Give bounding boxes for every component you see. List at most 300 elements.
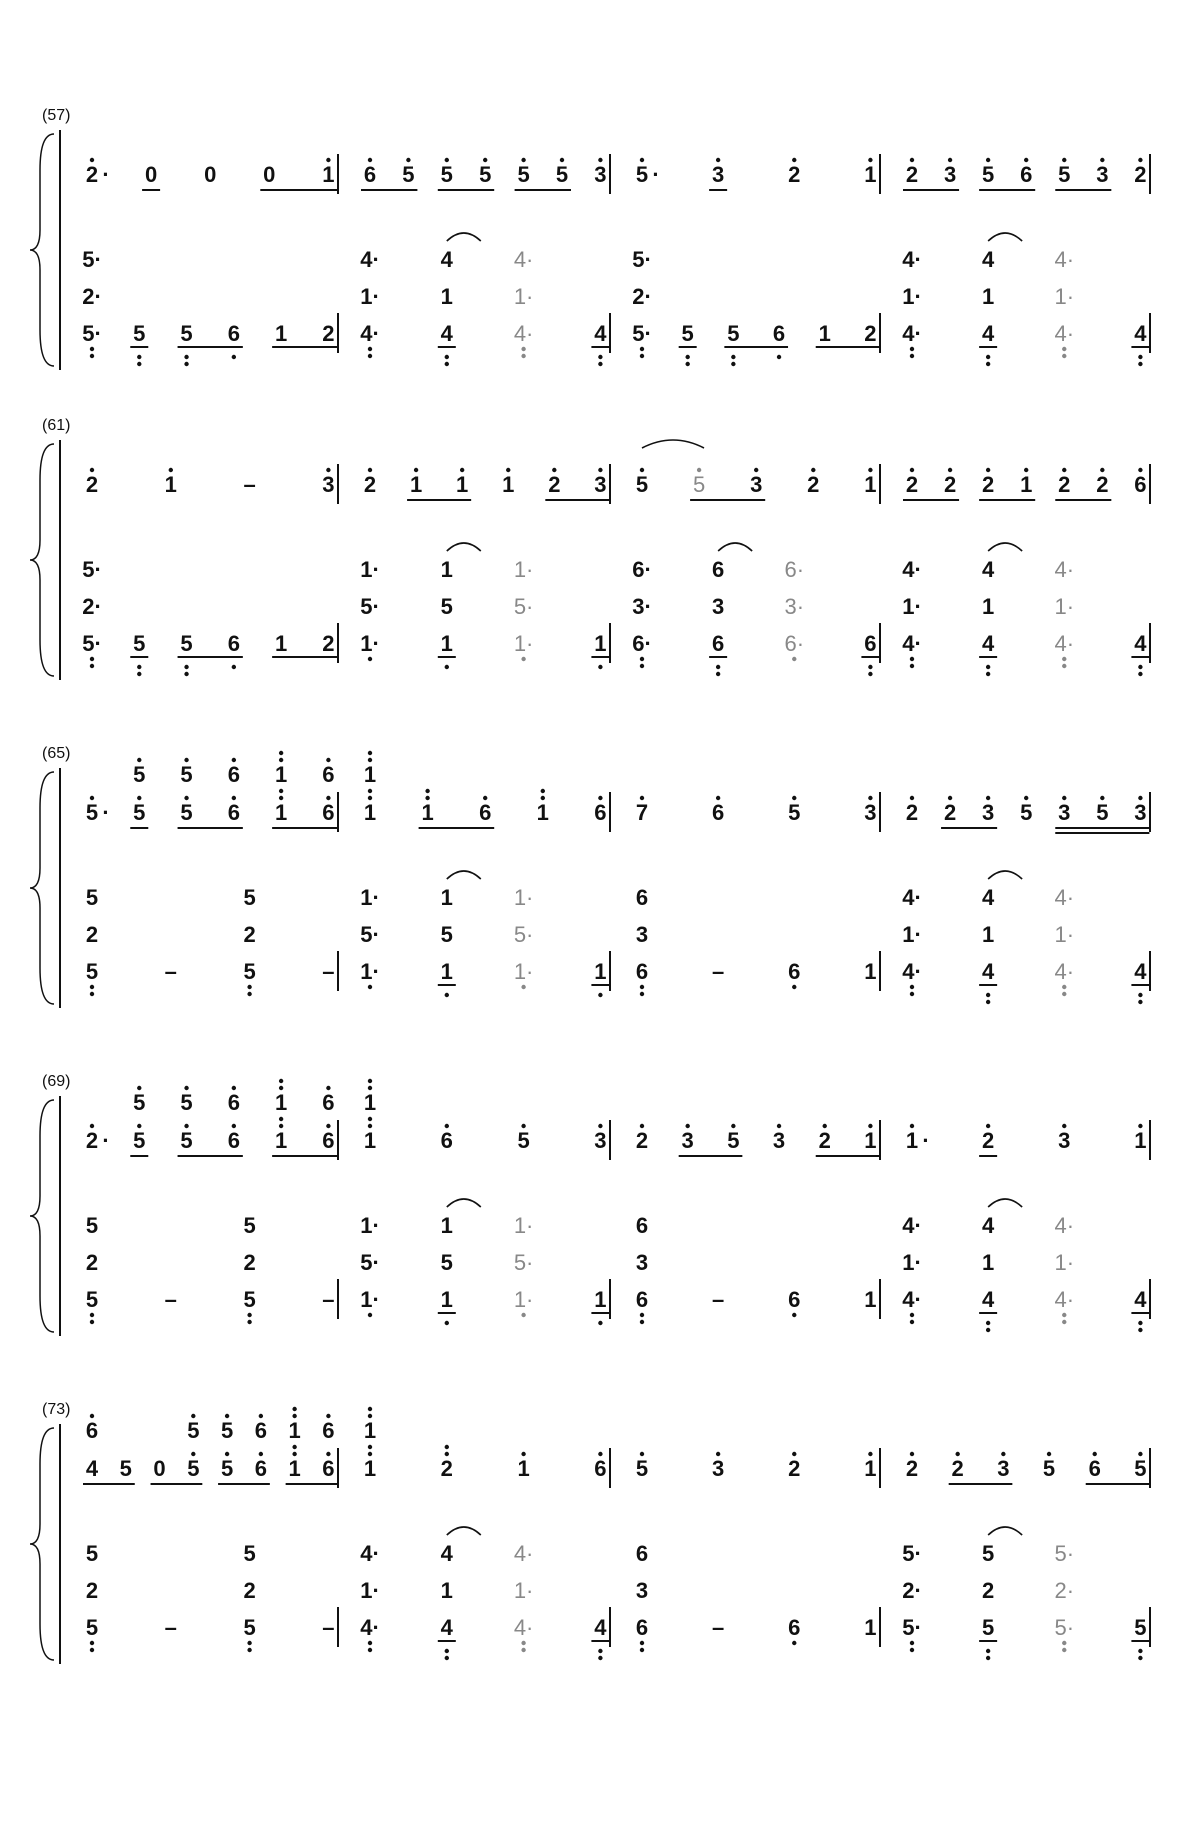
bass-note: 1 (594, 959, 607, 984)
bass-note: 5 (133, 321, 146, 346)
treble-note: 0 (263, 162, 276, 187)
treble-note: 5 (788, 800, 801, 825)
octave-dot (640, 1124, 644, 1128)
bass-note: 4 (440, 1541, 453, 1566)
treble-note: 1 (363, 800, 377, 825)
bass-note: – (322, 1615, 335, 1640)
bass-note: 5 (85, 1213, 99, 1238)
octave-dot (521, 158, 525, 162)
treble-note: 6 (363, 162, 377, 187)
bass-note: 1· (513, 1578, 534, 1603)
octave-dot (731, 355, 735, 359)
octave-dot (598, 665, 602, 669)
octave-dot (955, 1452, 959, 1456)
octave-dot (685, 355, 689, 359)
bass-note: 5· (513, 594, 534, 619)
octave-dot (90, 657, 94, 661)
upper-voice-note: 6 (322, 1418, 335, 1443)
bass-note: 1· (1054, 594, 1075, 619)
bass-note: 2 (322, 321, 335, 346)
octave-dot (1062, 158, 1066, 162)
treble-note: 2 (788, 162, 801, 187)
upper-voice-note: 6 (322, 762, 335, 787)
bass-note: 4 (1134, 631, 1147, 656)
octave-dot (986, 355, 990, 359)
treble-note: 2 (982, 472, 995, 497)
treble-note: 3 (864, 800, 877, 825)
treble-note: 2 (85, 162, 99, 187)
octave-dot (716, 158, 720, 162)
octave-dot (232, 1086, 236, 1090)
treble-note: 2 (905, 162, 919, 187)
bass-note: 5 (1134, 1615, 1147, 1640)
octave-dot (232, 665, 236, 669)
octave-dot (368, 1414, 372, 1418)
octave-dot (414, 468, 418, 472)
treble-note: 1 (456, 472, 469, 497)
octave-dot (640, 468, 644, 472)
bass-note: 5· (902, 1615, 922, 1640)
bass-note: 2 (243, 1578, 256, 1603)
treble-note: 6 (322, 1128, 335, 1153)
bass-note: 4· (1054, 247, 1075, 272)
treble-note: 2 (943, 472, 957, 497)
treble-note: 2 (1134, 162, 1147, 187)
octave-dot (598, 1321, 602, 1325)
bass-note: 6· (632, 631, 652, 656)
octave-dot (247, 1648, 251, 1652)
bass-note: 4 (594, 321, 607, 346)
octave-dot (910, 347, 914, 351)
octave-dot (986, 993, 990, 997)
bass-note: 1 (864, 959, 877, 984)
bass-note: 6 (227, 631, 240, 656)
treble-note: 5 (555, 162, 569, 187)
octave-dot (868, 672, 872, 676)
octave-dot (90, 1641, 94, 1645)
octave-dot (368, 1445, 372, 1449)
octave-dot (137, 355, 141, 359)
octave-dot (279, 1086, 283, 1090)
octave-dot (868, 1452, 872, 1456)
bass-note: 4 (982, 321, 995, 346)
octave-dot (910, 1320, 914, 1324)
bass-note: 1· (513, 284, 534, 309)
octave-dot (910, 992, 914, 996)
bass-note: 1· (360, 885, 380, 910)
octave-dot (292, 1407, 296, 1411)
treble-note: 3 (594, 162, 607, 187)
bass-note: 5 (681, 321, 694, 346)
octave-dot (191, 1452, 195, 1456)
treble-note: 1 (164, 472, 177, 497)
octave-dot (948, 158, 952, 162)
bass-note: 4· (360, 1615, 380, 1640)
bass-note: 4 (440, 321, 453, 346)
octave-dot (445, 158, 449, 162)
treble-note: 5 (517, 1128, 530, 1153)
octave-dot (1100, 468, 1104, 472)
treble-note: 6 (440, 1128, 453, 1153)
bass-note: 2 (243, 1250, 256, 1275)
octave-dot (1138, 355, 1142, 359)
octave-dot (986, 665, 990, 669)
octave-dot (279, 1117, 283, 1121)
octave-dot (986, 1124, 990, 1128)
brace (30, 1428, 54, 1660)
bass-note: 5 (85, 885, 99, 910)
octave-dot (792, 985, 796, 989)
octave-dot (184, 665, 188, 669)
octave-dot (640, 1648, 644, 1652)
measure-number: (61) (42, 417, 71, 434)
bass-note: – (712, 1287, 725, 1312)
octave-dot (90, 347, 94, 351)
octave-dot (445, 1321, 449, 1325)
octave-dot (910, 1313, 914, 1317)
octave-dot (811, 468, 815, 472)
bass-note: 6 (788, 1615, 801, 1640)
bass-note: 5· (902, 1541, 922, 1566)
octave-dot (279, 751, 283, 755)
bass-note: 5· (1054, 1541, 1075, 1566)
bass-note: 5· (632, 247, 652, 272)
upper-voice-note: 6 (85, 1418, 99, 1443)
bass-note: 1 (440, 557, 453, 582)
octave-dot (326, 1452, 330, 1456)
octave-dot (541, 789, 545, 793)
octave-dot (823, 1124, 827, 1128)
treble-note: 4 (85, 1456, 99, 1481)
octave-dot (868, 665, 872, 669)
octave-dot (986, 796, 990, 800)
bass-note: 1· (902, 594, 922, 619)
bass-note: 4 (1134, 959, 1147, 984)
treble-note: 5 (1096, 800, 1109, 825)
octave-dot (232, 355, 236, 359)
bass-note: 1· (1054, 284, 1075, 309)
treble-note: 5 (635, 162, 649, 187)
octave-dot (279, 789, 283, 793)
bass-note: 1· (360, 631, 380, 656)
bass-note: 5 (133, 631, 146, 656)
octave-dot (326, 468, 330, 472)
treble-note: 1 (905, 1128, 919, 1153)
octave-dot (326, 158, 330, 162)
octave-dot (368, 1407, 372, 1411)
bass-note: 1· (360, 557, 380, 582)
octave-dot (90, 1124, 94, 1128)
octave-dot (1093, 1452, 1097, 1456)
treble-note: 2 (982, 1128, 995, 1153)
upper-voice-note: 1 (274, 762, 288, 787)
upper-voice-note: 5 (220, 1418, 234, 1443)
tie-arc (447, 871, 481, 879)
tie-arc (642, 440, 704, 448)
octave-dot (368, 789, 372, 793)
upper-voice-note: 1 (288, 1418, 301, 1443)
octave-dot (640, 158, 644, 162)
treble-note: 2 (548, 472, 561, 497)
treble-note: – (243, 472, 256, 497)
bass-note: 4· (1054, 557, 1075, 582)
octave-dot (560, 158, 564, 162)
treble-note: 6 (712, 800, 725, 825)
treble-note: 3 (997, 1456, 1010, 1481)
octave-dot (90, 796, 94, 800)
octave-dot (948, 468, 952, 472)
octave-dot (445, 1124, 449, 1128)
bass-note: – (322, 1287, 335, 1312)
octave-dot (368, 1086, 372, 1090)
bass-note: 4· (360, 321, 380, 346)
bass-note: 6 (712, 557, 725, 582)
bass-note: 5 (243, 959, 256, 984)
octave-dot (910, 985, 914, 989)
tie-arc (718, 543, 752, 551)
bass-note: 6 (712, 631, 725, 656)
octave-dot (137, 758, 141, 762)
bass-note: 1· (1054, 1250, 1075, 1275)
treble-note: 1 (864, 1456, 877, 1481)
treble-note: 5 (727, 1128, 740, 1153)
tie-arc (988, 1199, 1022, 1207)
bass-note: – (164, 959, 177, 984)
treble-note: 2 (440, 1456, 453, 1481)
octave-dot (521, 1313, 525, 1317)
bass-note: 6 (788, 959, 801, 984)
treble-note: 6 (227, 800, 240, 825)
treble-note: 6 (1020, 162, 1033, 187)
octave-dot (184, 796, 188, 800)
augmentation-dot: · (102, 1128, 110, 1153)
octave-dot (326, 1086, 330, 1090)
octave-dot (521, 1452, 525, 1456)
bass-note: 1· (513, 885, 534, 910)
octave-dot (521, 657, 525, 661)
treble-note: 3 (1058, 800, 1071, 825)
octave-dot (445, 1656, 449, 1660)
bass-note: 1· (1054, 922, 1075, 947)
treble-note: 6 (227, 1128, 240, 1153)
octave-dot (521, 354, 525, 358)
octave-dot (445, 1445, 449, 1449)
bass-note: 1· (360, 959, 380, 984)
bass-note: 5 (440, 594, 453, 619)
octave-dot (868, 1124, 872, 1128)
octave-dot (184, 355, 188, 359)
treble-note: 3 (594, 1128, 607, 1153)
tie-arc (988, 871, 1022, 879)
bass-note: 1 (440, 1287, 453, 1312)
octave-dot (225, 1452, 229, 1456)
measure-number: (65) (42, 745, 71, 762)
octave-dot (292, 1445, 296, 1449)
upper-voice-note: 5 (133, 1090, 146, 1115)
octave-dot (640, 657, 644, 661)
octave-dot (247, 1313, 251, 1317)
treble-note: 3 (750, 472, 763, 497)
treble-note: 3 (1058, 1128, 1071, 1153)
tie-arc (447, 543, 481, 551)
treble-note: 5 (1134, 1456, 1147, 1481)
octave-dot (368, 468, 372, 472)
bass-note: 4· (902, 1213, 922, 1238)
bass-note: 1 (982, 1250, 995, 1275)
treble-note: 5 (180, 800, 193, 825)
octave-dot (425, 789, 429, 793)
octave-dot (279, 758, 283, 762)
octave-dot (368, 1313, 372, 1317)
treble-note: 3 (982, 800, 995, 825)
bass-note: 4· (902, 631, 922, 656)
bass-note: 5 (982, 1541, 995, 1566)
octave-dot (247, 1641, 251, 1645)
bass-note: 2 (982, 1578, 995, 1603)
bass-note: 2 (85, 1578, 99, 1603)
bass-note: 5· (1054, 1615, 1075, 1640)
upper-voice-note: 5 (180, 1090, 193, 1115)
octave-dot (425, 796, 429, 800)
octave-dot (640, 1320, 644, 1324)
octave-dot (598, 1649, 602, 1653)
treble-note: 3 (943, 162, 957, 187)
bass-note: 4 (594, 1615, 607, 1640)
octave-dot (247, 992, 251, 996)
octave-dot (1062, 1320, 1066, 1324)
bass-note: 4 (440, 247, 453, 272)
octave-dot (137, 1086, 141, 1090)
upper-voice-note: 6 (227, 762, 240, 787)
bass-note: 1· (902, 922, 922, 947)
octave-dot (716, 672, 720, 676)
octave-dot (1024, 158, 1028, 162)
octave-dot (184, 1086, 188, 1090)
treble-note: 5 (187, 1456, 200, 1481)
treble-note: 2 (905, 1456, 919, 1481)
tie-arc (447, 1199, 481, 1207)
octave-dot (1100, 158, 1104, 162)
bass-note: 2 (864, 321, 877, 346)
octave-dot (445, 665, 449, 669)
bass-note: 4 (982, 959, 995, 984)
octave-dot (792, 1452, 796, 1456)
bass-note: 1 (818, 321, 831, 346)
brace (30, 444, 54, 676)
treble-note: 5 (1020, 800, 1033, 825)
octave-dot (697, 468, 701, 472)
octave-dot (986, 1000, 990, 1004)
treble-note: 1 (363, 1128, 377, 1153)
treble-note: 5 (180, 1128, 193, 1153)
octave-dot (1138, 1452, 1142, 1456)
upper-voice-note: 1 (363, 762, 377, 787)
treble-note: 2 (951, 1456, 964, 1481)
octave-dot (792, 657, 796, 661)
octave-dot (948, 796, 952, 800)
octave-dot (184, 758, 188, 762)
bass-note: 3· (784, 594, 805, 619)
octave-dot (552, 468, 556, 472)
octave-dot (868, 158, 872, 162)
bass-note: 3 (635, 1250, 649, 1275)
octave-dot (1138, 1000, 1142, 1004)
octave-dot (483, 158, 487, 162)
bass-note: 5· (360, 1250, 380, 1275)
octave-dot (598, 1452, 602, 1456)
bass-note: 1 (274, 321, 288, 346)
octave-dot (598, 1124, 602, 1128)
octave-dot (368, 1452, 372, 1456)
octave-dot (521, 1648, 525, 1652)
bass-note: 1· (360, 1287, 380, 1312)
octave-dot (1138, 665, 1142, 669)
treble-note: 5 (479, 162, 492, 187)
octave-dot (232, 758, 236, 762)
bass-note: 1 (864, 1615, 877, 1640)
treble-note: 0 (204, 162, 217, 187)
bass-note: 1 (440, 284, 453, 309)
augmentation-dot: · (102, 800, 110, 825)
octave-dot (90, 1648, 94, 1652)
bass-note: 5 (982, 1615, 995, 1640)
octave-dot (90, 1313, 94, 1317)
octave-dot (292, 1452, 296, 1456)
bass-note: – (712, 1615, 725, 1640)
octave-dot (368, 1117, 372, 1121)
augmentation-dot: · (922, 1128, 930, 1153)
bass-note: 5 (243, 885, 256, 910)
treble-note: 2 (85, 1128, 99, 1153)
bass-note: 1· (513, 1287, 534, 1312)
bass-note: 4 (982, 885, 995, 910)
bass-note: 4 (982, 1213, 995, 1238)
bass-note: 5 (85, 1541, 99, 1566)
bass-note: 1· (360, 1578, 380, 1603)
bass-note: 1· (360, 284, 380, 309)
octave-dot (1062, 354, 1066, 358)
bass-note: 2· (82, 284, 102, 309)
upper-voice-note: 1 (363, 1418, 377, 1443)
treble-note: 2 (943, 800, 957, 825)
treble-note: 5 (982, 162, 995, 187)
bass-note: 4· (513, 1541, 534, 1566)
bass-note: 5· (513, 922, 534, 947)
octave-dot (640, 1641, 644, 1645)
octave-dot (1062, 468, 1066, 472)
bass-note: 4· (513, 247, 534, 272)
treble-note: 5 (119, 1456, 132, 1481)
bass-note: 1 (440, 1213, 453, 1238)
bass-note: 6· (632, 557, 652, 582)
octave-dot (640, 664, 644, 668)
treble-note: 2 (807, 472, 820, 497)
octave-dot (986, 1649, 990, 1653)
bass-note: 2· (632, 284, 652, 309)
octave-dot (259, 1452, 263, 1456)
upper-voice-note: 5 (133, 762, 146, 787)
octave-dot (1138, 672, 1142, 676)
bass-note: 5 (243, 1287, 256, 1312)
octave-dot (754, 468, 758, 472)
bass-note: 4· (360, 1541, 380, 1566)
treble-note: 2 (85, 472, 99, 497)
octave-dot (716, 1452, 720, 1456)
octave-dot (986, 362, 990, 366)
bass-note: 1 (594, 631, 607, 656)
octave-dot (232, 796, 236, 800)
bass-note: 4· (902, 247, 922, 272)
